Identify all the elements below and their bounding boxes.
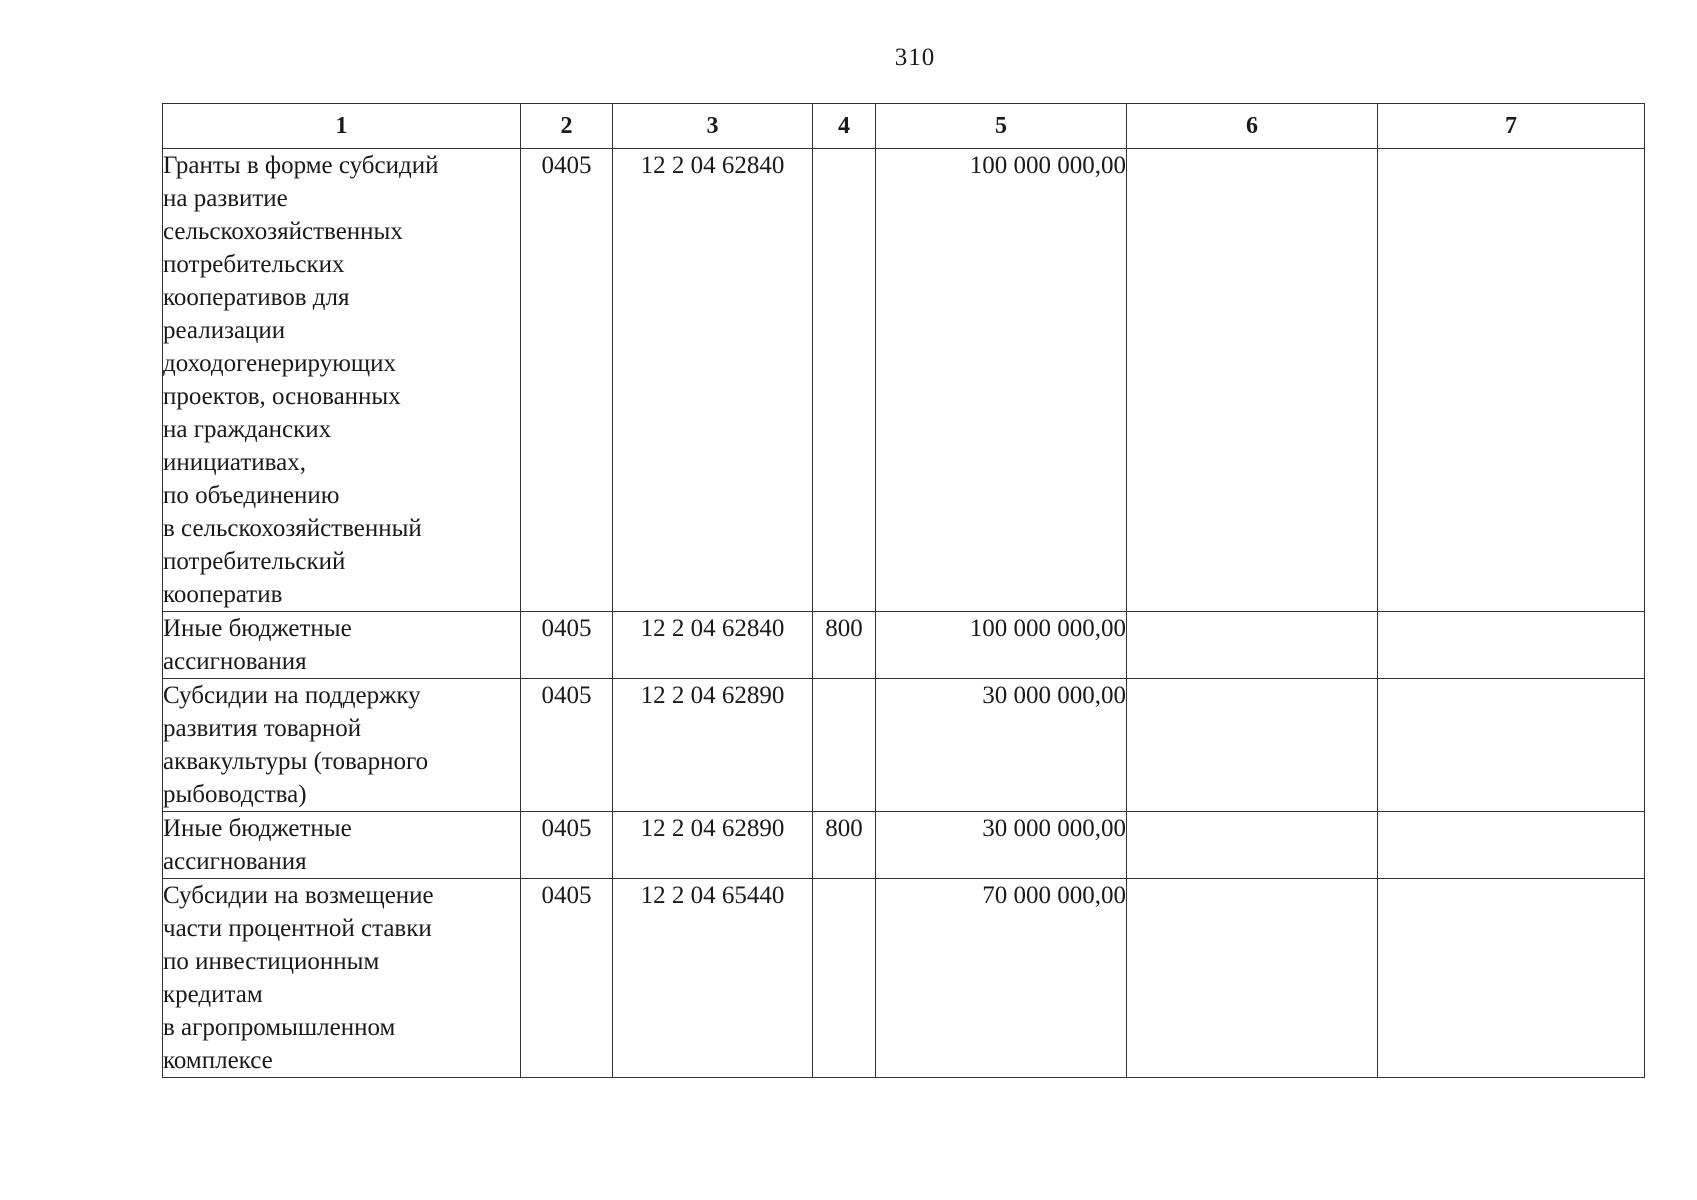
amount-cell: 100 000 000,00 xyxy=(876,149,1127,612)
col7-cell xyxy=(1378,679,1645,812)
table-row xyxy=(163,879,1645,1078)
header-row xyxy=(163,104,1645,149)
item-name-cell: Иные бюджетные ассигнования xyxy=(163,612,521,679)
header-cell: 4 xyxy=(813,104,876,149)
header-cell: 2 xyxy=(521,104,613,149)
table-row xyxy=(163,812,1645,879)
expense-type-cell: 800 xyxy=(813,612,876,679)
target-article-cell: 12 2 04 65440 xyxy=(613,879,813,1078)
amount-cell: 100 000 000,00 xyxy=(876,612,1127,679)
header-cell: 5 xyxy=(876,104,1127,149)
section-cell: 0405 xyxy=(521,879,613,1078)
col7-cell xyxy=(1378,612,1645,679)
section-cell: 0405 xyxy=(521,812,613,879)
page-number: 310 xyxy=(894,44,936,71)
col6-cell xyxy=(1127,612,1378,679)
amount-cell: 70 000 000,00 xyxy=(876,879,1127,1078)
col7-cell xyxy=(1378,879,1645,1078)
col7-cell xyxy=(1378,149,1645,612)
expense-type-cell: 800 xyxy=(813,812,876,879)
table-row xyxy=(163,612,1645,679)
col6-cell xyxy=(1127,879,1378,1078)
table-row xyxy=(163,679,1645,812)
expense-type-cell xyxy=(813,679,876,812)
section-cell: 0405 xyxy=(521,149,613,612)
header-cell: 6 xyxy=(1127,104,1378,149)
expense-type-cell xyxy=(813,149,876,612)
col6-cell xyxy=(1127,149,1378,612)
header-cell: 3 xyxy=(613,104,813,149)
header-cell: 7 xyxy=(1378,104,1645,149)
budget-table xyxy=(162,103,1645,1078)
amount-cell: 30 000 000,00 xyxy=(876,679,1127,812)
item-name-cell: Гранты в форме субсидий на развитие сельскохозяйственных потребительских кооперативов для реализации доходогенерирующих проектов, основанных на гражданских инициативах, по объединению в сельскохозяйственный потребительский кооператив xyxy=(163,149,521,612)
item-name-cell: Субсидии на поддержку развития товарной аквакультуры (товарного рыбоводства) xyxy=(163,679,521,812)
item-name-cell: Субсидии на возмещение части процентной ставки по инвестиционным кредитам в агропромышленном комплексе xyxy=(163,879,521,1078)
col7-cell xyxy=(1378,812,1645,879)
item-name-cell: Иные бюджетные ассигнования xyxy=(163,812,521,879)
amount-cell: 30 000 000,00 xyxy=(876,812,1127,879)
section-cell: 0405 xyxy=(521,612,613,679)
col6-cell xyxy=(1127,812,1378,879)
target-article-cell: 12 2 04 62890 xyxy=(613,679,813,812)
table-row xyxy=(163,149,1645,612)
target-article-cell: 12 2 04 62890 xyxy=(613,812,813,879)
target-article-cell: 12 2 04 62840 xyxy=(613,149,813,612)
section-cell: 0405 xyxy=(521,679,613,812)
header-cell: 1 xyxy=(163,104,521,149)
target-article-cell: 12 2 04 62840 xyxy=(613,612,813,679)
expense-type-cell xyxy=(813,879,876,1078)
col6-cell xyxy=(1127,679,1378,812)
